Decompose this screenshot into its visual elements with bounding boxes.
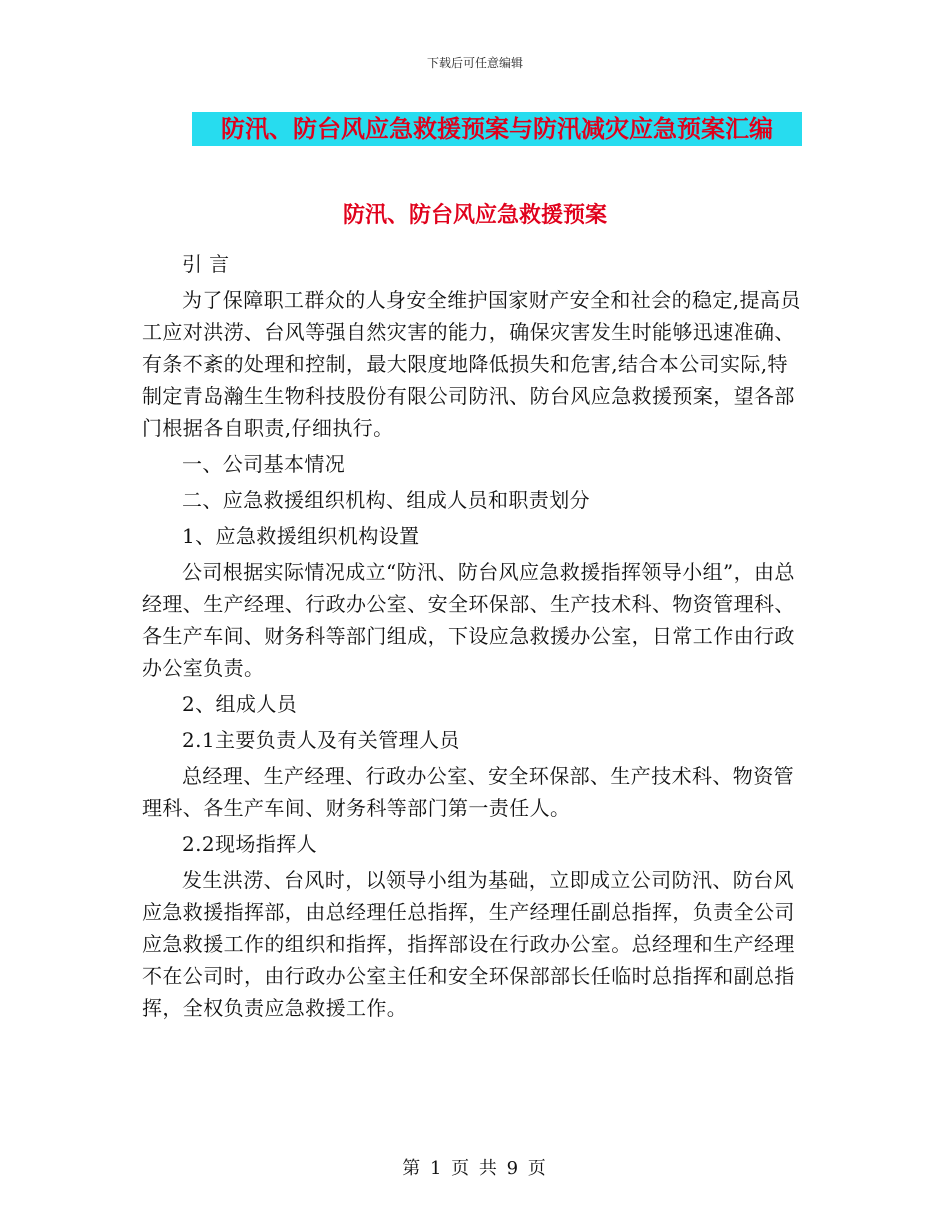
paragraph-responsible-persons: 总经理、生产经理、行政办公室、安全环保部、生产技术科、物资管理科、各生产车间、财务科等部门第一责任人。 xyxy=(142,764,794,820)
paragraph-section-1-heading: 一、公司基本情况 xyxy=(182,452,346,476)
paragraph-site-command: 发生洪涝、台风时，以领导小组为基础，立即成立公司防汛、防台风应急救援指挥部，由总经理任总指挥，生产经理任副总指挥，负责全公司应急救援工作的组织和指挥，指挥部设在行政办公室。总经理和生产经理不在公司时，由行政办公室主任和安全环保部部长任临时总指挥和副总指挥，全权负责应急救援工作。 xyxy=(142,868,795,1020)
paragraph-introduction: 为了保障职工群众的人身安全维护国家财产安全和社会的稳定,提高员工应对洪涝、台风等强自然灾害的能力，确保灾害发生时能够迅速准确、有条不紊的处理和控制，最大限度地降低损失和危害,结合本公司实际,特制定青岛瀚生生物科技股份有限公司防汛、防台风应急救援预案，望各部门根据各自职责,仔细执行。 xyxy=(142,288,801,440)
paragraph-introduction-heading: 引 言 xyxy=(182,252,230,276)
document-section-title: 防汛、防台风应急救援预案 xyxy=(342,202,607,228)
paragraph-subsection-1-heading: 1、应急救援组织机构设置 xyxy=(182,524,420,548)
page-number-footer: 第 1 页 共 9 页 xyxy=(402,1158,548,1179)
paragraph-organization: 公司根据实际情况成立“防汛、防台风应急救援指挥领导小组”，由总经理、生产经理、行政办公室、安全环保部、生产技术科、物资管理科、各生产车间、财务科等部门组成，下设应急救援办公室，日常工作由行政办公室负责。 xyxy=(142,560,795,680)
document-body xyxy=(142,248,802,1028)
page-header-note: 下载后可任意编辑 xyxy=(426,56,523,70)
paragraph-subsection-2-heading: 2、组成人员 xyxy=(182,692,298,716)
paragraph-subsection-2-2-heading: 2.2现场指挥人 xyxy=(182,832,318,856)
document-main-title: 防汛、防台风应急救援预案与防汛减灾应急预案汇编 xyxy=(192,112,802,146)
paragraph-subsection-2-1-heading: 2.1主要负责人及有关管理人员 xyxy=(182,728,460,752)
paragraph-section-2-heading: 二、应急救援组织机构、组成人员和职责划分 xyxy=(182,488,590,512)
